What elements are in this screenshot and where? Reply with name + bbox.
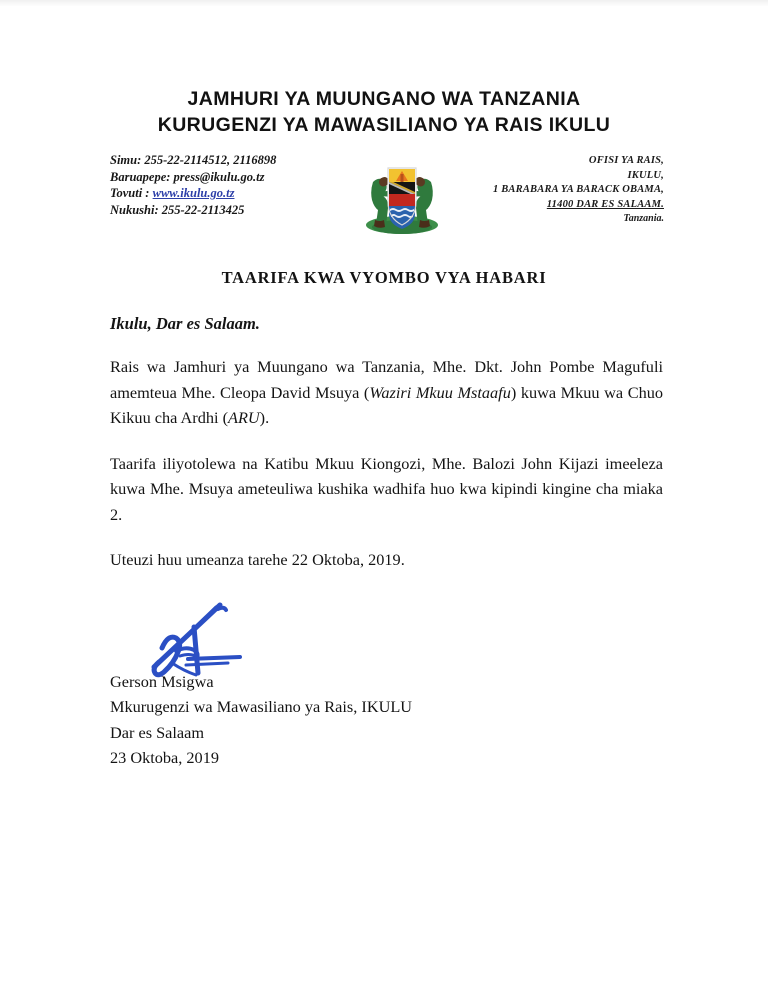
website-link[interactable]: www.ikulu.go.tz bbox=[152, 186, 235, 200]
signer-date: 23 Oktoba, 2019 bbox=[110, 748, 219, 767]
letterhead-details-row bbox=[0, 152, 768, 238]
dateline: Ikulu, Dar es Salaam. bbox=[110, 314, 260, 333]
address-line-2: IKULU, bbox=[627, 169, 664, 181]
tanzania-coat-of-arms-icon bbox=[358, 152, 446, 236]
office-address-block bbox=[493, 154, 664, 227]
fax-line: Nukushi: 255-22-2113425 bbox=[110, 202, 245, 217]
document-body bbox=[110, 314, 663, 767]
body-paragraph-1 bbox=[110, 354, 663, 431]
address-line-3: 1 BARABARA YA BARACK OBAMA, bbox=[492, 184, 664, 195]
paragraph-1-italic-1: Waziri Mkuu Mstaafu bbox=[369, 382, 511, 402]
body-paragraph-3: Uteuzi huu umeanza tarehe 22 Oktoba, 2019. bbox=[110, 550, 405, 569]
signer-title: Mkurugenzi wa Mawasiliano ya Rais, IKULU bbox=[110, 697, 413, 716]
letterhead-titles bbox=[0, 86, 768, 138]
contact-details-block bbox=[110, 152, 276, 218]
department-name-heading: KURUGENZI YA MAWASILIANO YA RAIS IKULU bbox=[157, 114, 611, 136]
email-line: Baruapepe: press@ikulu.go.tz bbox=[110, 169, 265, 184]
body-paragraph-2: Taarifa iliyotolewa na Katibu Mkuu Kiongozi, Mhe. Balozi John Kijazi imeeleza kuwa Mhe. Msuya ameteuliwa kushika wadhifa huo kwa kipindi kingine cha miaka 2. bbox=[110, 453, 663, 524]
press-release-headline: TAARIFA KWA VYOMBO VYA HABARI bbox=[221, 268, 547, 287]
website-line bbox=[110, 185, 276, 202]
paragraph-1-part-1: Rais wa Jamhuri ya Muungano wa Tanzania, Mhe. Dkt. John Pombe Magufuli amemteua Mhe. Cleopa David Msuya ( bbox=[110, 357, 663, 402]
website-label: Tovuti : bbox=[110, 186, 153, 200]
paragraph-1-italic-2: ARU bbox=[228, 408, 260, 427]
signer-location: Dar es Salaam bbox=[110, 722, 205, 742]
signature-area bbox=[110, 607, 663, 767]
phone-line: Simu: 255-22-2114512, 2116898 bbox=[110, 153, 277, 167]
country-name-heading: JAMHURI YA MUUNGANO WA TANZANIA bbox=[187, 88, 581, 110]
address-line-4: 11400 DAR ES SALAAM. bbox=[546, 198, 664, 210]
signer-name: Gerson Msigwa bbox=[110, 671, 214, 691]
address-line-5: Tanzania. bbox=[623, 213, 664, 224]
signoff-block bbox=[110, 669, 412, 771]
paragraph-1-part-3: ). bbox=[259, 408, 270, 427]
address-line-1: OFISI YA RAIS, bbox=[588, 155, 664, 166]
paragraph-1-part-2: ) kuwa Mkuu wa Chuo Kikuu cha Ardhi ( bbox=[110, 382, 663, 427]
